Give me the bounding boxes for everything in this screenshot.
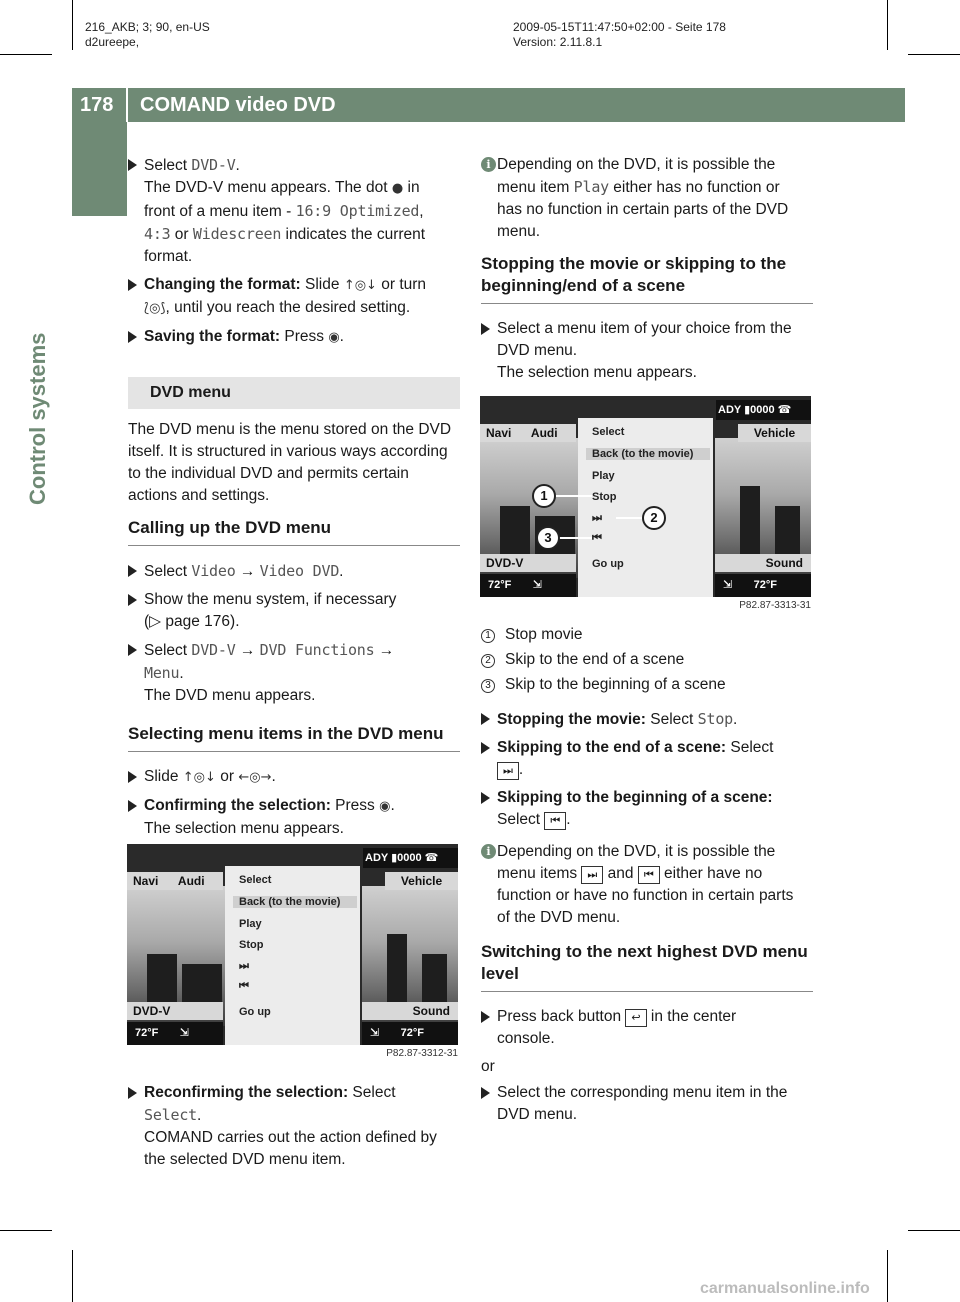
menu-item-play: Play — [239, 918, 262, 930]
text: , — [419, 203, 424, 220]
code-text: Select — [144, 1106, 197, 1124]
text: Press back button — [497, 1008, 626, 1025]
text: front of a menu item - — [144, 203, 296, 220]
text: The selection menu appears. — [497, 364, 697, 381]
label-sound: Sound — [715, 554, 811, 572]
crop-mark — [887, 0, 888, 50]
text: Audi — [177, 874, 205, 888]
code-text: DVD Functions — [259, 641, 375, 659]
section-heading-dvd-menu: DVD menu — [128, 377, 460, 409]
callout-1: 1 — [532, 484, 556, 508]
step-save-format — [128, 326, 460, 349]
slide-lr-controller-icon: ←◎→ — [238, 770, 272, 785]
tab-navi-audio — [480, 424, 576, 442]
code-text: Widescreen — [192, 225, 282, 243]
text: menu item — [497, 179, 574, 196]
legend-number: 2 — [481, 654, 495, 668]
text: or turn — [376, 276, 427, 293]
screen-image — [480, 396, 811, 597]
text: console. — [497, 1030, 555, 1047]
stone-shape — [740, 486, 760, 556]
temperature-left: 72°F — [488, 579, 512, 591]
code-text: Play — [573, 178, 609, 196]
menu-item-stop: Stop — [592, 491, 617, 503]
legend-text: Skip to the end of a scene — [505, 651, 685, 668]
legend-item-1 — [481, 624, 813, 646]
text: function or have no function in certain parts — [497, 887, 794, 904]
info-note-skip — [481, 841, 813, 929]
code-text: 4:3 — [144, 225, 171, 243]
tab-vehicle: Vehicle — [385, 872, 458, 890]
press-controller-icon: ◉ — [328, 330, 340, 345]
bold-text: Changing the format: — [144, 276, 301, 293]
code-text: DVD-V — [191, 156, 236, 174]
text: of the DVD menu. — [497, 909, 621, 926]
menu-item-play: Play — [592, 470, 615, 482]
code-text: Video — [191, 562, 236, 580]
text: Select — [645, 711, 698, 728]
text: Slide — [300, 276, 344, 293]
callout-3: 3 — [536, 526, 560, 550]
step-stop-movie — [481, 708, 813, 731]
legend-number: 3 — [481, 679, 495, 693]
legend-text: Stop movie — [505, 626, 583, 643]
step-back-button — [481, 1006, 813, 1050]
text: . — [339, 328, 344, 345]
text: COMAND carries out the action defined by the selected DVD menu item. — [144, 1129, 437, 1168]
text: indicates the current — [281, 226, 426, 243]
text: or — [215, 768, 239, 785]
callout-2: 2 — [642, 506, 666, 530]
step-select-video — [128, 560, 460, 583]
header-divider — [126, 52, 128, 124]
menu-item-back: Back (to the movie) — [586, 448, 710, 460]
right-column — [481, 154, 813, 390]
step-skip-begin — [481, 787, 813, 831]
turn-controller-icon: ⟅◎⟆ — [144, 301, 166, 316]
text: Depending on the DVD, it is possible the — [497, 843, 776, 860]
crop-mark — [72, 1250, 73, 1302]
skip-forward-icon: ⏭ — [581, 866, 603, 884]
text: The selection menu appears. — [144, 820, 344, 837]
subheading-calling: Calling up the DVD menu — [128, 517, 460, 546]
bold-text: Skipping to the end of a scene: — [497, 739, 727, 756]
temperature-left: 72°F — [135, 1027, 159, 1039]
menu-item-stop: Stop — [239, 939, 264, 951]
menu-item-back: Back (to the movie) — [233, 896, 357, 908]
screenshot-selection-menu — [127, 844, 458, 1059]
slide-controller-icon: ↑◎↓ — [182, 770, 216, 785]
skip-back-icon: ⏮ — [544, 812, 566, 830]
text: in — [403, 179, 420, 196]
text: . — [197, 1107, 202, 1124]
text: in the center — [646, 1008, 737, 1025]
text: Audi — [530, 426, 558, 440]
code-text: Menu — [144, 664, 180, 682]
side-tab-band — [72, 122, 127, 216]
menu-item-go-up: Go up — [239, 1006, 271, 1018]
label-dvdv: DVD-V — [127, 1002, 223, 1020]
text: Select — [497, 811, 545, 828]
callout-line-2 — [616, 517, 644, 519]
text: . — [566, 811, 571, 828]
dvd-menu-paragraph: The DVD menu is the menu stored on the DVD itself. It is structured in various ways according to the individual DVD and permits certain actions and settings. — [128, 421, 452, 504]
subheading-switching: Switching to the next highest DVD menu level — [481, 941, 813, 992]
text: has no function in certain parts of the DVD — [497, 201, 789, 218]
crop-mark — [0, 1230, 52, 1231]
code-text: Video DVD — [259, 562, 340, 580]
crop-mark — [908, 1230, 960, 1231]
screenshot-callouts — [480, 396, 811, 611]
text: Depending on the DVD, it is possible the — [497, 156, 776, 173]
text: and — [603, 865, 638, 882]
print-meta-right — [513, 20, 726, 50]
callout-line-3 — [558, 537, 592, 539]
text: The DVD-V menu appears. The dot — [144, 179, 388, 196]
bold-text: Stopping the movie: — [497, 711, 646, 728]
text: Navi — [486, 426, 512, 440]
text: or — [170, 226, 193, 243]
arrow-icon: → — [235, 642, 260, 659]
stone-shape — [387, 934, 407, 1004]
figure-caption: P82.87-3312-31 — [386, 1048, 458, 1059]
code-text: Stop — [697, 710, 733, 728]
fan-icon: ⇲ — [179, 1027, 189, 1039]
subheading-selecting: Selecting menu items in the DVD menu — [128, 723, 460, 752]
fan-icon: ⇲ — [532, 579, 542, 591]
label-sound: Sound — [362, 1002, 458, 1020]
meta-right-1: 2009-05-15T11:47:50+02:00 - Seite 178 — [513, 20, 726, 34]
crop-mark — [908, 54, 960, 55]
legend-item-2 — [481, 649, 813, 671]
text: Slide — [144, 768, 183, 785]
step-change-format — [128, 274, 460, 320]
page-reference: (▷ page 176). — [144, 613, 240, 630]
skip-forward-icon: ⏭ — [239, 960, 249, 972]
menu-item-select: Select — [239, 874, 272, 886]
text: Select — [726, 739, 774, 756]
step-select-menu-item — [481, 318, 813, 384]
arrow-icon: → — [235, 563, 260, 580]
info-icon: i — [481, 844, 496, 859]
crop-mark — [72, 0, 73, 50]
dvd-selection-menu — [225, 866, 360, 1045]
stone-shape — [775, 506, 800, 556]
info-note-play — [481, 154, 813, 243]
menu-item-select: Select — [592, 426, 625, 438]
crop-mark — [0, 54, 52, 55]
figure-caption: P82.87-3313-31 — [739, 600, 811, 611]
text: The DVD menu appears. — [144, 687, 316, 704]
text: either have no — [659, 865, 763, 882]
arrow-icon: → — [374, 642, 395, 659]
skip-back-icon: ⏮ — [239, 980, 249, 992]
stone-shape — [147, 954, 177, 1004]
step-select-dvdv — [128, 154, 460, 268]
temperature-right: 72°F — [753, 579, 777, 591]
text: . — [235, 157, 240, 174]
climate-right — [362, 1022, 458, 1045]
dot-icon: ● — [391, 181, 404, 196]
left-column-bottom — [128, 1082, 460, 1177]
bold-text: Saving the format: — [144, 328, 281, 345]
stone-shape — [182, 964, 222, 1004]
print-meta-left — [85, 20, 210, 50]
meta-right-2: Version: 2.11.8.1 — [513, 35, 603, 49]
bold-text: Skipping to the beginning of a scene: — [497, 789, 773, 806]
step-reconfirm — [128, 1082, 460, 1171]
status-bar: ADY ▮0000 ☎ — [363, 848, 458, 868]
step-skip-end — [481, 737, 813, 781]
stone-shape — [422, 954, 447, 1004]
text: . — [390, 797, 395, 814]
right-column-bottom — [481, 624, 813, 1132]
footer-watermark: carmanualsonline.info — [700, 1280, 870, 1297]
text: Show the menu system, if necessary — [144, 591, 397, 608]
text: Select — [144, 157, 192, 174]
text: Select — [348, 1084, 396, 1101]
text: Select — [144, 563, 192, 580]
page-number: 178 — [72, 88, 127, 122]
step-show-menu — [128, 589, 460, 633]
skip-forward-icon: ⏭ — [592, 512, 602, 524]
step-select-menu — [128, 639, 460, 707]
text: menu. — [497, 223, 541, 240]
text: Select — [144, 642, 192, 659]
back-button-icon: ↩ — [625, 1009, 646, 1027]
page-title: COMAND video DVD — [140, 94, 336, 116]
text: Select the corresponding menu item in the DVD menu. — [497, 1084, 788, 1123]
text: Navi — [133, 874, 159, 888]
text: . — [518, 761, 524, 778]
side-tab-label: Control systems — [25, 332, 50, 505]
meta-left-2: d2ureepe, — [85, 35, 140, 49]
code-text: DVD-V — [191, 641, 236, 659]
step-select-corresponding — [481, 1082, 813, 1126]
status-bar: ADY ▮0000 ☎ — [716, 400, 811, 420]
or-text: or — [481, 1058, 495, 1075]
text: Press — [330, 797, 380, 814]
menu-item-go-up: Go up — [592, 558, 624, 570]
tab-navi-audio — [127, 872, 223, 890]
climate-right — [715, 574, 811, 597]
text: . — [271, 768, 276, 785]
text: . — [179, 665, 184, 682]
tab-vehicle: Vehicle — [738, 424, 811, 442]
skip-back-icon: ⏮ — [592, 532, 602, 544]
screen-image — [127, 844, 458, 1045]
skip-back-icon: ⏮ — [638, 866, 660, 884]
stone-shape — [500, 506, 530, 556]
text: Press — [280, 328, 329, 345]
legend-text: Skip to the beginning of a scene — [505, 676, 726, 693]
meta-left-1: 216_AKB; 3; 90, en-US — [85, 20, 210, 34]
bold-text: Reconfirming the selection: — [144, 1084, 349, 1101]
slide-controller-icon: ↑◎↓ — [343, 278, 377, 293]
text: either has no function or — [609, 179, 780, 196]
step-slide — [128, 766, 460, 789]
text: Select a menu item of your choice from the DVD menu. — [497, 320, 792, 359]
left-column — [128, 154, 460, 846]
fan-icon: ⇲ — [370, 1027, 380, 1039]
climate-left — [480, 574, 576, 597]
text: . — [733, 711, 738, 728]
skip-forward-icon: ⏭ — [497, 762, 519, 780]
temperature-right: 72°F — [400, 1027, 424, 1039]
climate-left — [127, 1022, 223, 1045]
side-tab — [72, 122, 127, 1232]
step-confirm — [128, 795, 460, 840]
dvd-selection-menu — [578, 418, 713, 597]
subheading-stopping: Stopping the movie or skipping to the beginning/end of a scene — [481, 253, 813, 304]
text: . — [339, 563, 344, 580]
legend-number: 1 — [481, 629, 495, 643]
label-dvdv: DVD-V — [480, 554, 576, 572]
press-controller-icon: ◉ — [379, 799, 391, 814]
text: , until you reach the desired setting. — [165, 299, 411, 316]
bold-text: Confirming the selection: — [144, 797, 331, 814]
text: format. — [144, 248, 193, 265]
crop-mark — [887, 1250, 888, 1302]
fan-icon: ⇲ — [723, 579, 733, 591]
code-text: 16:9 Optimized — [295, 202, 420, 220]
text: menu items — [497, 865, 582, 882]
info-icon: i — [481, 157, 496, 172]
legend-item-3 — [481, 674, 813, 696]
